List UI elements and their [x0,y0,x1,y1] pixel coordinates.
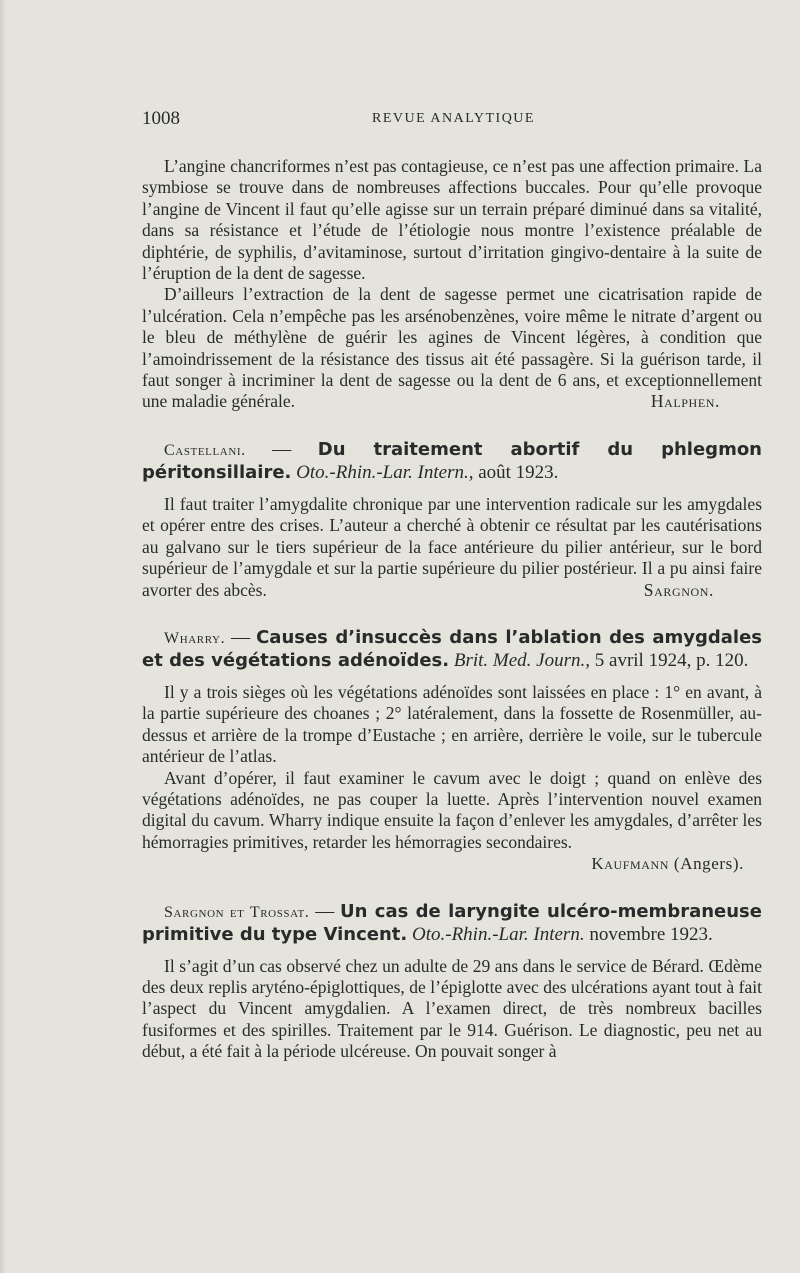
signature-kaufmann [142,853,744,874]
article-citation: Oto.-Rhin.-Lar. Intern., [296,461,474,483]
paragraph-angine-chancriformes: L’angine chancriformes n’est pas contagieuse, ce n’est pas une affection primaire. La symbiose se trouve dans de nombreuses affections buccales. Pour qu’elle provoque l’angine de Vincent il faut qu’elle agisse sur un terrain préparé diminué dans sa vitalité, dans sa résistance et l’étude de l’étiologie nous montre l’existence préalable de diphtérie, de syphilis, d’avitaminose, surtout d’irritation gingivo-dentaire à la suite de l’éruption de la dent de sagesse. [142,156,762,284]
paragraph-text: Il faut traiter l’amygdalite chronique par une intervention radicale sur les amygdales et opérer entre des crises. L’auteur a cherché à obtenir ce résultat par les cautérisations au galvano sur le tiers supérieur de la face antérieure du pilier antérieur, sur le bord supérieur de l’amygdale et sur la partie supérieure du pilier postérieur. Il a pu ainsi faire avorter des abcès. [142,493,762,600]
article-text-wharry-1: Il y a trois sièges où les végétations adénoïdes sont laissées en place : 1° en avant, à la partie supérieure des choanes ; 2° latéralement, dans la fossette de Rosenmüller, au-dessus et arrière de la trompe d’Eustache ; en arrière, derrière le voile, sur le tubercule antérieur de l’atlas. [142,681,762,767]
article-heading-castellani [142,439,762,484]
article-date: 5 avril 1924, p. 120. [590,649,749,671]
signature-name: Kaufmann [591,854,670,874]
article-author: Sargnon et Trossat. [164,903,310,921]
article-text-wharry-2: Avant d’opérer, il faut examiner le cavum avec le doigt ; quand on enlève des végétations adénoïdes, ne pas couper la luette. Après l’intervention nouvel examen digital du cavum. Wharry indique ensuite la façon d’enlever les amygdales, d’arrêter les hémorragies primitives, retarder les hémorragies secondaires. [142,767,762,852]
article-heading-sargnon-trossat [142,901,762,946]
article-title: Causes d’insuccès dans l’ablation des amygdales et des végétations adénoïdes. [142,626,762,671]
article-text-castellani [142,494,762,601]
article-title: Un cas de laryngite ulcéro-membraneuse primitive du type Vincent. [142,900,762,945]
article-date: août 1923. [473,461,559,483]
paragraph-text: D’ailleurs l’extraction de la dent de sagesse permet une cicatrisation rapide de l’ulcération. Cela n’empêche pas les arsénobenzènes, voire même le nitrate d’argent ou le bleu de méthylène de guérir les agines de Vincent légères, à condition que l’amoindrissement de la résistance des tissus ait été passagère. Si la guérison tarde, il faut songer à incriminer la dent de sagesse ou la dent de 6 ans, et exceptionnellement une maladie générale. [142,284,762,412]
article-dash: — [309,900,341,922]
article-author: Wharry. [164,629,226,647]
signature-place: (Angers). [669,854,744,874]
article-author: Castellani. [164,441,246,459]
article-citation: Brit. Med. Journ., [453,649,591,671]
scan-edge [0,0,6,1273]
article-title: Du traitement abortif du phlegmon péritonsillaire. [142,438,763,483]
running-head [142,108,762,134]
signature-sargnon: Sargnon. [643,579,714,600]
paragraph-extraction-dent [142,284,762,412]
article-dash: — [225,626,257,648]
article-citation: Oto.-Rhin.-Lar. Intern. [412,923,585,945]
signature-halphen: Halphen. [650,391,720,412]
article-heading-wharry [142,627,762,672]
book-page [142,108,762,1063]
article-dash: — [245,438,318,460]
journal-title: REVUE ANALYTIQUE [372,111,535,126]
page-number: 1008 [142,108,180,129]
article-date: novembre 1923. [584,923,713,945]
article-text-sargnon-trossat: Il s’agit d’un cas observé chez un adulte de 29 ans dans le service de Bérard. Œdème des deux replis aryténo-épiglottiques, de l’épiglotte avec des ulcérations ayant tout à fait l’aspect du Vincent amygdalien. A l’examen direct, de très nombreux bacilles fusiformes et des spirilles. Traitement par le 914. Guérison. Le diagnostic, peu net au début, a été fait à la période ulcéreuse. On pouvait songer à [142,955,762,1062]
